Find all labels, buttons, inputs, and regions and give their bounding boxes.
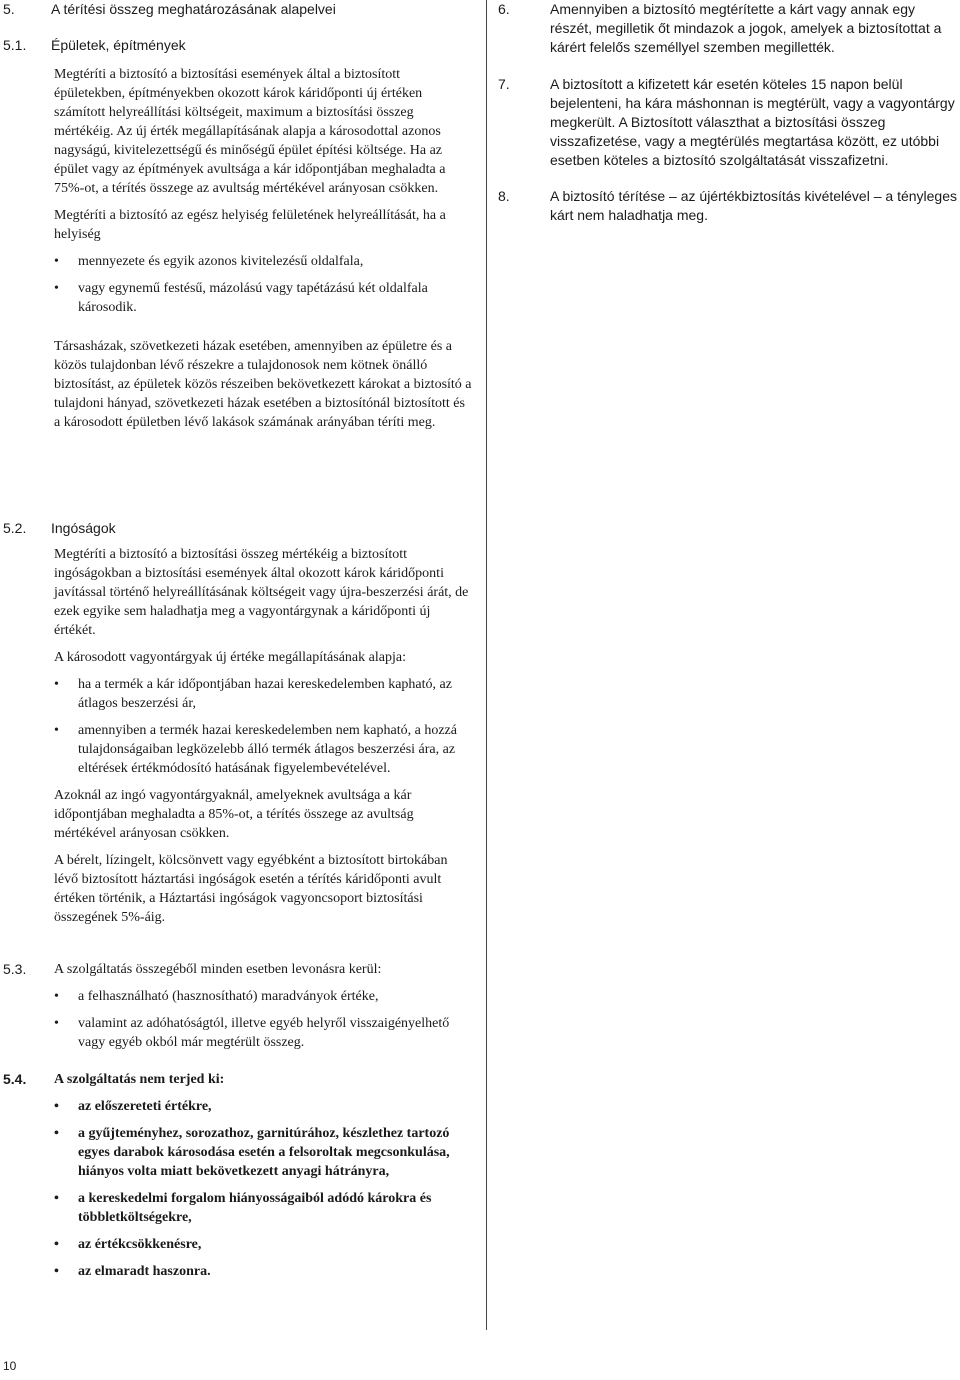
column-divider [486,0,487,1330]
subsection-title: A szolgáltatás nem terjed ki: [54,1072,225,1087]
subsection-title: A szolgáltatás összegéből minden esetben levonásra kerül: [54,962,382,977]
bullet-list [54,252,474,317]
numbered-item-6 [498,0,958,57]
paragraph: A károsodott vagyontárgyak új értéke megállapításának alapja: [54,650,406,665]
list-item: • az elmaradt haszonra. [54,1262,474,1281]
section-title: A térítési összeg meghatározásának alapelvei [51,1,336,17]
subsection-number: 5.2. [3,520,27,536]
subsection-title: Ingóságok [51,520,116,536]
subsection-5-1-body [54,65,474,432]
item-number: 7. [498,76,510,92]
numbered-item-7 [498,75,958,170]
subsection-5-3-body [54,960,474,1052]
list-item: • vagy egynemű festésű, mázolású vagy tapétázású két oldalfala károsodik. [54,279,474,317]
section-number: 5. [3,1,15,17]
page-number: 10 [3,1359,17,1373]
list-item: • valamint az adóhatóságtól, illetve egyéb helyről visszaigényelhető vagy egyéb okból már megtérült összeg. [54,1014,474,1052]
subsection-number: 5.3. [3,961,27,977]
subsection-number: 5.1. [3,37,27,53]
paragraph: Társasházak, szövetkezeti házak esetében, amennyiben az épületre és a közös tulajdonban lévő részekre a tulajdonosok nem kötnek önálló biztosítást, az épületek közös részeiben bekövetkezett károkat a biztosító a tulajdoni hányad, szövetkezeti házak esetében a biztosítónál biztosított és a károsodott épületben lévő lakások számának arányában téríti meg. [54,339,472,430]
list-item: • ha a termék a kár időpontjában hazai kereskedelemben kapható, az átlagos beszerzési ár, [54,675,474,713]
list-item: • a gyűjteményhez, sorozathoz, garnitúrához, készlethez tartozó egyes darabok károsodása esetén a felsoroltak megcsonkulása, hiányos volta miatt bekövetkezett anyagi hátrányra, [54,1124,474,1181]
bullet-list [54,1097,474,1281]
list-item: • az előszereteti értékre, [54,1097,474,1116]
bullet-list [54,675,474,778]
subsection-5-2-header [3,519,473,538]
list-item: • a felhasználható (hasznosítható) maradványok értéke, [54,987,474,1006]
numbered-item-8 [498,187,958,225]
item-text: A biztosító térítése – az újértékbiztosítás kivételével – a tényleges kárt nem haladhatja meg. [550,188,957,223]
item-number: 6. [498,1,510,17]
list-item: • a kereskedelmi forgalom hiányosságaiból adódó károkra és többletköltségekre, [54,1189,474,1227]
paragraph: Megtéríti a biztosító a biztosítási események által a biztosított épületekben, építményekben okozott károk káridőponti új értéken számított helyreállítási költségeit, maximum a biztosítási összeg mértékéig. Az új érték megállapításának alapja a károsodottal azonos nagyságú, kivitelezettségű és minőségű épület építési költsége. Ha az épület vagy az építmények avultsága a kár időpontjában meghaladta a 75%-ot, a térítés összege az avultság mértékével arányosan csökken. [54,67,446,196]
item-text: Amennyiben a biztosító megtérítette a kárt vagy annak egy részét, megilletik őt mindazok a jogok, amelyek a biztosítottat a kárért felelős személlyel szemben megillették. [550,1,942,55]
list-item: • mennyezete és egyik azonos kivitelezésű oldalfala, [54,252,474,271]
item-text: A biztosított a kifizetett kár esetén köteles 15 napon belül bejelenteni, ha kára máshonnan is megtérült, vagy a vagyontárgy megkerült. A Biztosított választhat a biztosítási összeg visszafizetése, vagy a megtérülés megtartása között, ez utóbbi esetben köteles a biztosító szolgáltatását visszafizetni. [550,76,955,168]
paragraph: Megtéríti a biztosító a biztosítási összeg mértékéig a biztosított ingóságokban a biztosítási események által okozott károk káridőponti javítással történő helyreállításának költségeit vagy újra-beszerzési árát, de ezek egyike sem haladhatja meg a vagyontárgynak a káridőponti új értékét. [54,547,469,638]
paragraph: Megtéríti a biztosító az egész helyiség felületének helyreállítását, ha a helyiség [54,208,446,242]
list-item: • az értékcsökkenésre, [54,1235,474,1254]
subsection-5-1-header [3,36,473,55]
list-item: • amennyiben a termék hazai kereskedelemben nem kapható, a hozzá tulajdonságaiban legközelebb álló termék átlagos beszerzési ára, az eltérések értékmódosító hatásának figyelembevételével. [54,721,474,778]
subsection-number: 5.4. [3,1071,27,1087]
paragraph: A bérelt, lízingelt, kölcsönvett vagy egyébként a biztosított birtokában lévő biztosított háztartási ingóságok esetén a térítés káridőponti avult értéken történik, a Háztartási ingóságok vagyoncsoport biztosítási összegének 5%-áig. [54,853,448,925]
item-number: 8. [498,188,510,204]
subsection-5-2-body [54,545,474,927]
section-5-header [3,0,473,19]
bullet-list [54,987,474,1052]
subsection-title: Épületek, építmények [51,37,186,53]
paragraph: Azoknál az ingó vagyontárgyaknál, amelyeknek avultsága a kár időpontjában meghaladta a 85%-ot, a térítés összege az avultság mértékével arányosan csökken. [54,788,414,841]
subsection-5-4-body [54,1070,474,1281]
